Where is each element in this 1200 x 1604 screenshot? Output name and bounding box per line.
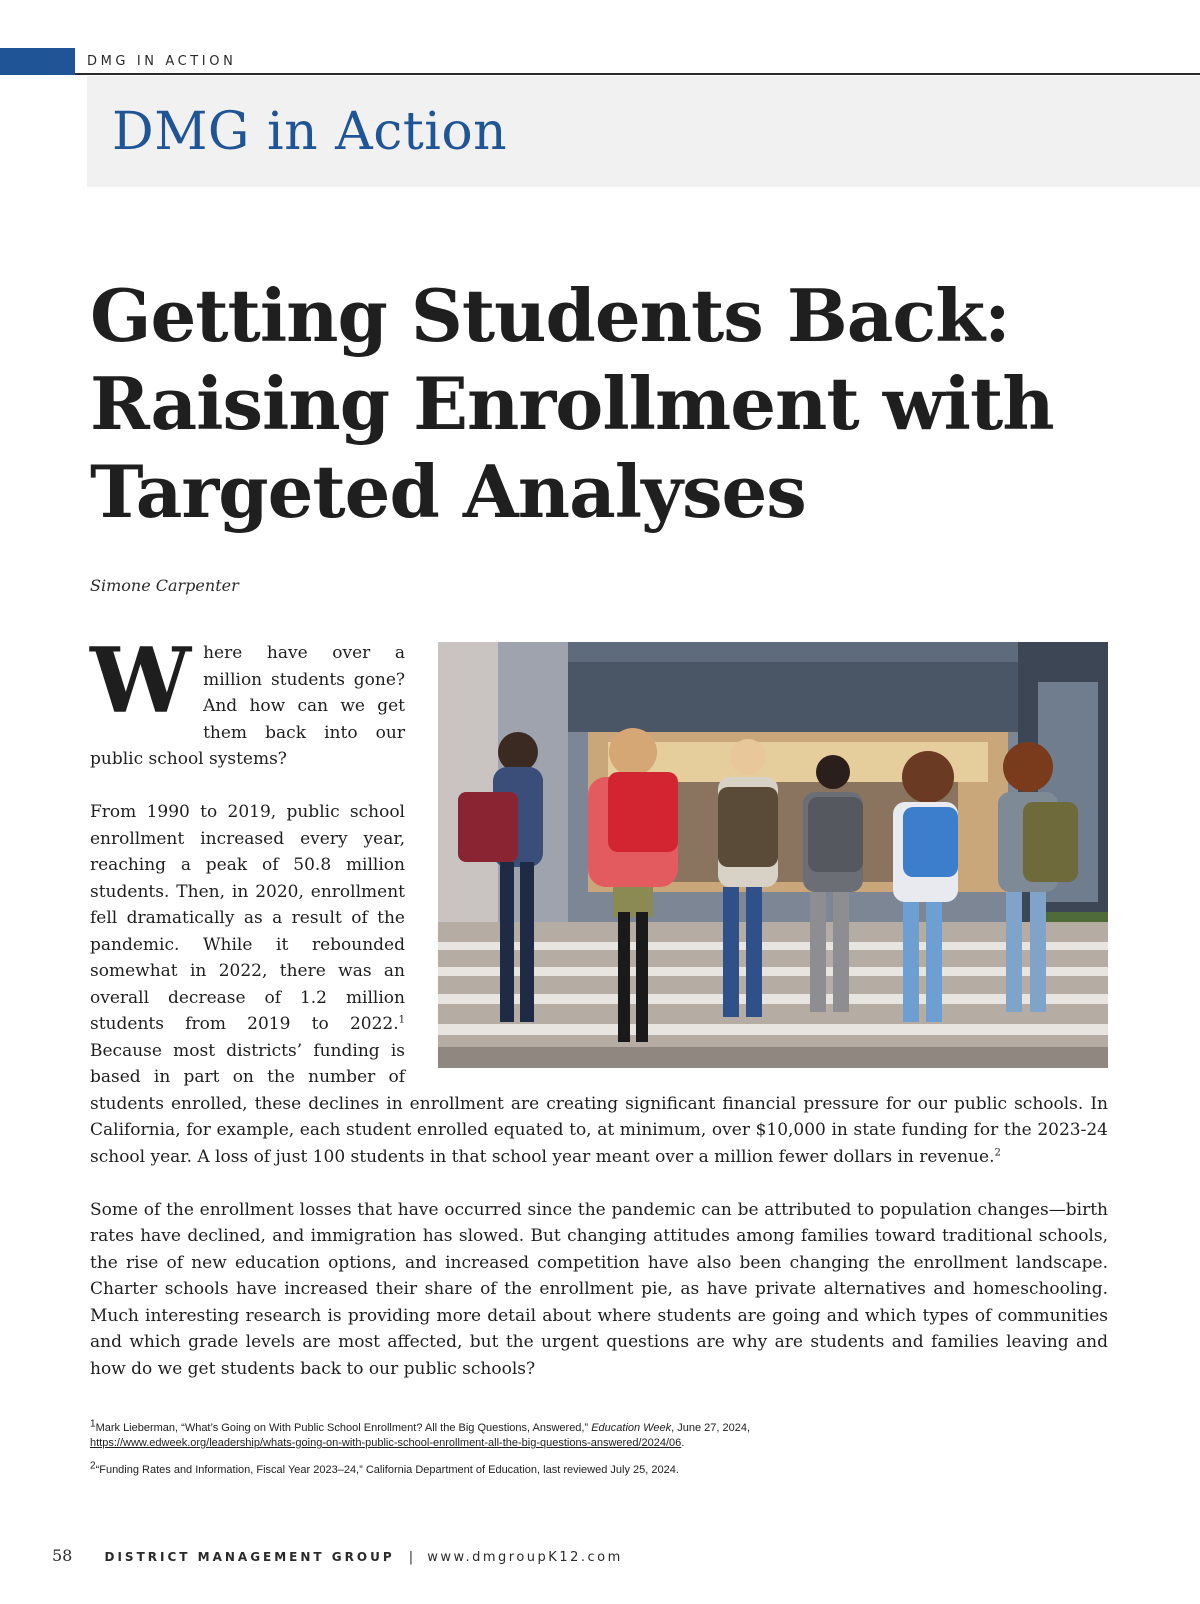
page-footer [52, 1546, 623, 1565]
drop-cap: W [90, 628, 192, 734]
paragraph-1-text: here have over a million students gone? And how can we get them back into our public school systems? [90, 643, 405, 769]
footnote-2-number: 2 [90, 1460, 96, 1472]
running-head: DMG IN ACTION [87, 54, 237, 69]
footnote-ref-2[interactable]: 2 [994, 1146, 1001, 1158]
article-body [90, 628, 1108, 1409]
section-title: DMG in Action [112, 102, 508, 162]
title-line-2: Raising Enrollment with [90, 361, 1054, 446]
footer-separator: | [408, 1550, 414, 1565]
website-link[interactable]: www.dmgroupK12.com [427, 1550, 623, 1565]
students-photo [438, 642, 1108, 1068]
footnote-1-number: 1 [90, 1418, 96, 1430]
paragraph-2-text-b: Because most districts’ funding is based in part on the number of students enrolled, these declines in enrollment are creating significant financial pressure for our public schools. In California, for example, each student enrolled equated to, at minimum, over $10,000 in state funding for the 2023-24 school year. A loss of just 100 students in that school year meant over a million fewer dollars in revenue. [90, 1040, 1108, 1167]
footnote-ref-1[interactable]: 1 [398, 1014, 405, 1026]
paragraph-3: Some of the enrollment losses that have occurred since the pandemic can be attributed to population changes—birth rates have declined, and immigration has slowed. But changing attitudes among families toward traditional schools, the rise of new education options, and increased competition have also been changing the enrollment landscape. Charter schools have increased their share of the enrollment pie, as have private alternatives and homeschooling. Much interesting research is providing more detail about where students are going and which types of communities and which grade levels are most affected, but the urgent questions are why are students and families leaving and how do we get students back to our public schools? [90, 1199, 1108, 1379]
footnote-1-publication: Education Week [591, 1422, 672, 1434]
title-line-3: Targeted Analyses [90, 449, 806, 534]
title-line-1: Getting Students Back: [90, 273, 1010, 358]
publication-name: DISTRICT MANAGEMENT GROUP [104, 1550, 395, 1564]
footnote-2-text: “Funding Rates and Information, Fiscal Year 2023–24,” California Department of Education, last reviewed July 25, 2024. [95, 1464, 679, 1476]
footnote-2 [90, 1460, 1100, 1478]
article-title [90, 272, 1150, 536]
footnotes [90, 1418, 1100, 1490]
footnote-1-text: Mark Lieberman, “What’s Going on With Public School Enrollment? All the Big Questions, Answered,” [95, 1422, 592, 1434]
header-rule [75, 73, 1200, 75]
accent-bar [0, 48, 75, 75]
footnote-1-link[interactable]: https://www.edweek.org/leadership/whats-going-on-with-public-school-enrollment-all-the-big-questions-answered/2024/06 [90, 1437, 682, 1449]
footnote-1-end: . [681, 1437, 685, 1449]
author-byline: Simone Carpenter [90, 576, 239, 595]
page-number: 58 [52, 1546, 73, 1565]
footnote-1-date: , June 27, 2024, [671, 1422, 751, 1434]
footnote-1 [90, 1418, 1100, 1451]
paragraph-2-text-a: From 1990 to 2019, public school enrollment increased every year, reaching a peak of 50.8 million students. Then, in 2020, enrollment fell dramatically as a result of the pandemic. While it rebounded somewhat in 2022, there was an overall decrease of 1.2 million students from 2019 to 2022. [90, 802, 405, 1034]
